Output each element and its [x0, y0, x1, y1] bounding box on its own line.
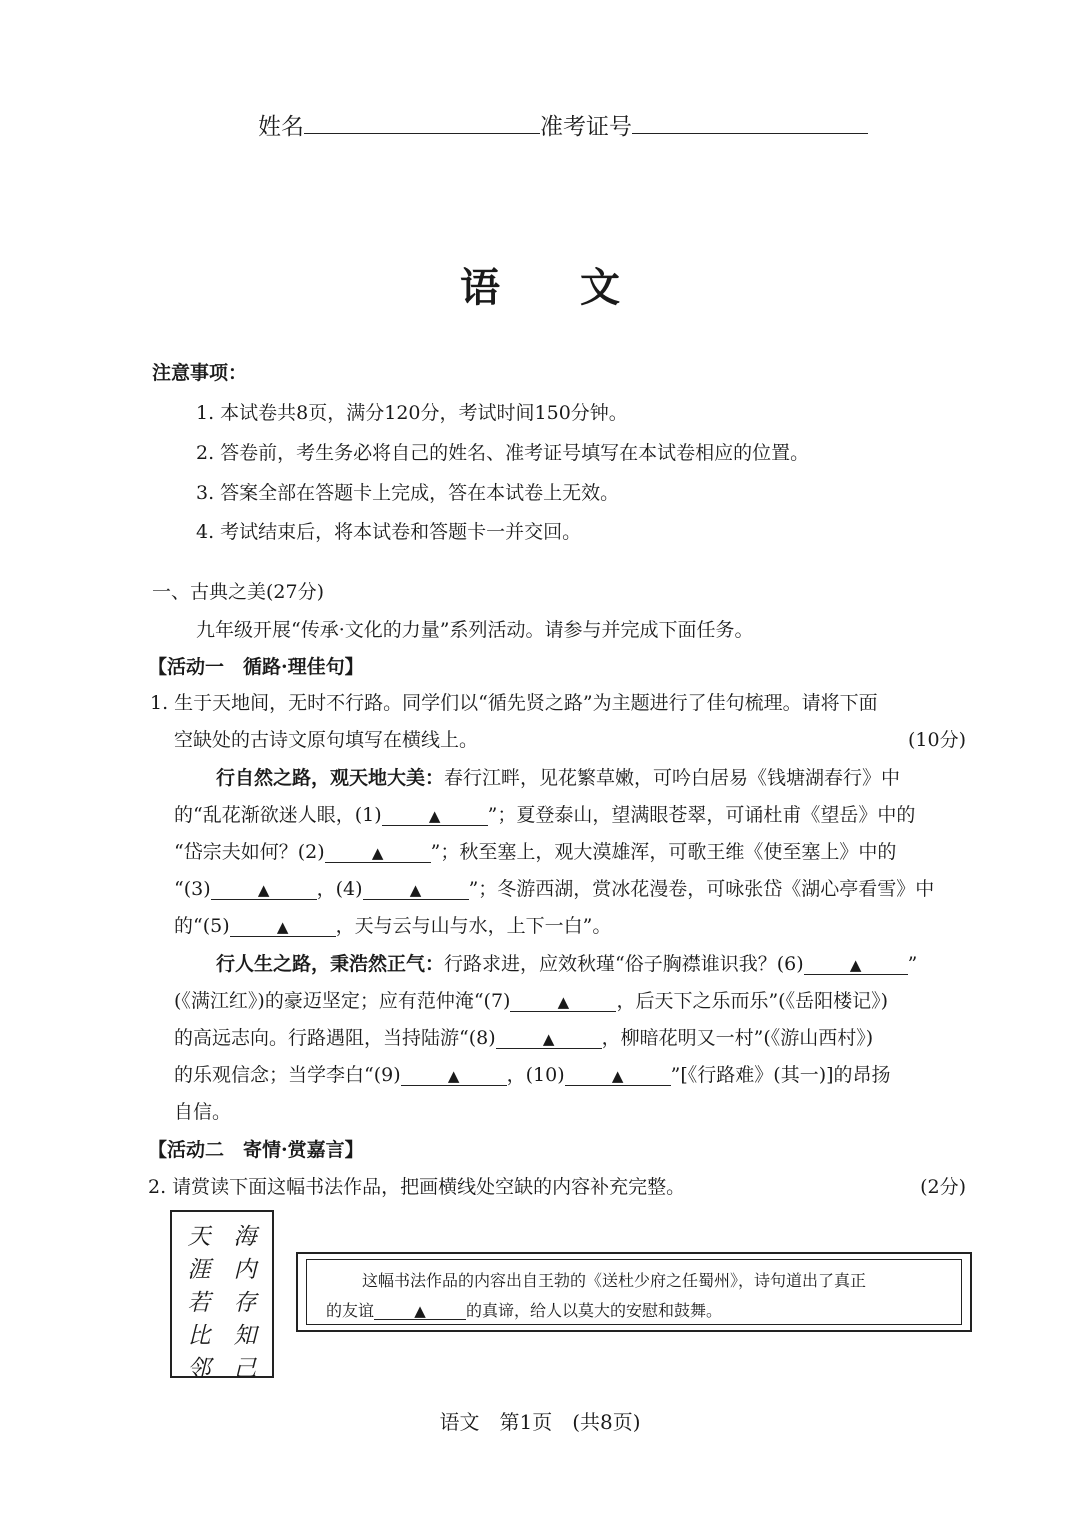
calligraphy-artwork — [170, 1210, 274, 1382]
name-field[interactable] — [304, 113, 540, 134]
box-line-1: 这幅书法作品的内容出自王勃的《送杜少府之任蜀州》，诗句道出了真正 — [362, 1271, 867, 1290]
p1-line-2: 的“乱花渐欲迷人眼，(1) ▲ ”；夏登泰山，望满眼苍翠，可诵杜甫《望岳》中的 — [174, 804, 916, 826]
blank-9[interactable]: ▲ — [401, 1066, 507, 1086]
answer-frame-box — [296, 1252, 972, 1332]
blank-2[interactable]: ▲ — [325, 843, 431, 863]
exam-id-label: 准考证号 — [540, 114, 632, 140]
note-item: 4. 考试结束后，将本试卷和答题卡一并交回。 — [196, 521, 582, 543]
page-footer: 语文 第1页 (共8页) — [439, 1410, 641, 1434]
blank-7[interactable]: ▲ — [510, 992, 616, 1012]
note-item: 2. 答卷前，考生务必将自己的姓名、准考证号填写在本试卷相应的位置。 — [196, 442, 810, 464]
note-item: 3. 答案全部在答题卡上完成，答在本试卷上无效。 — [196, 482, 620, 504]
p1-lead: 行自然之路，观天地大美： — [216, 767, 445, 789]
candidate-info-line — [258, 108, 868, 141]
blank-1[interactable]: ▲ — [382, 806, 488, 826]
note-item: 1. 本试卷共8页，满分120分，考试时间150分钟。 — [196, 402, 628, 424]
question-1-line-2: 空缺处的古诗文原句填写在横线上。 (10分) — [174, 725, 966, 752]
blank-6[interactable]: ▲ — [804, 955, 908, 975]
question-1-line-1: 1. 生于天地间，无时不行路。同学们以“循先贤之路”为主题进行了佳句梳理。请将下面 — [150, 692, 878, 714]
p1-line-3: “岱宗夫如何？(2) ▲ ”；秋至塞上，观大漠雄浑，可歌王维《使至塞上》中的 — [174, 841, 897, 863]
box-line-2: 的友谊 ▲ 的真谛，给人以莫大的安慰和鼓舞。 — [326, 1301, 723, 1320]
p1-line-1: 行自然之路，观天地大美：春行江畔，见花繁草嫩，可吟白居易《钱塘湖春行》中 — [216, 767, 901, 789]
blank-4[interactable]: ▲ — [363, 880, 469, 900]
calligraphy-column-right: 海 内 存 知 己 — [233, 1224, 257, 1382]
activity-one-heading: 【活动一 循路·理佳句】 — [148, 656, 364, 678]
blank-8[interactable]: ▲ — [496, 1029, 602, 1049]
question-2: 2. 请赏读下面这幅书法作品，把画横线处空缺的内容补充完整。 (2分) — [148, 1172, 966, 1199]
p2-line-5: 自信。 — [174, 1101, 232, 1123]
p2-line-4: 的乐观信念；当学李白“(9) ▲ ，(10) ▲ ”[《行路难》(其一)]的昂扬 — [174, 1064, 891, 1086]
p2-line-2: (《满江红》)的豪迈坚定；应有范仲淹“(7) ▲ ，后天下之乐而乐”(《岳阳楼记》) — [174, 990, 888, 1012]
blank-10[interactable]: ▲ — [565, 1066, 671, 1086]
p2-line-3: 的高远志向。行路遇阻，当持陆游“(8) ▲ ，柳暗花明又一村”(《游山西村》) — [174, 1027, 874, 1049]
p1-line-4: “(3) ▲ ，(4) ▲ ”；冬游西湖，赏冰花漫卷，可咏张岱《湖心亭看雪》中 — [174, 878, 935, 900]
calligraphy-column-left: 天 涯 若 比 邻 — [187, 1224, 211, 1382]
blank-3[interactable]: ▲ — [211, 880, 317, 900]
blank-5[interactable]: ▲ — [230, 917, 336, 937]
question-2-points: (2分) — [920, 1176, 966, 1198]
section-heading: 一、古典之美(27分) — [152, 581, 325, 603]
page-title: 语文 — [460, 264, 700, 311]
exam-id-field[interactable] — [632, 113, 868, 134]
section-intro: 九年级开展“传承·文化的力量”系列活动。请参与并完成下面任务。 — [196, 619, 754, 641]
p1-line-5: 的“(5) ▲ ，天与云与山与水，上下一白”。 — [174, 915, 612, 937]
question-1-points: (10分) — [907, 729, 966, 751]
activity-two-heading: 【活动二 寄情·赏嘉言】 — [148, 1139, 364, 1161]
notes-heading: 注意事项： — [152, 362, 248, 384]
p2-lead: 行人生之路，秉浩然正气： — [216, 953, 445, 975]
p2-line-1: 行人生之路，秉浩然正气：行路求进，应效秋瑾“俗子胸襟谁识我？(6) ▲ ” — [216, 953, 918, 975]
name-label: 姓名 — [258, 114, 304, 140]
blank-friendship[interactable]: ▲ — [374, 1303, 466, 1320]
